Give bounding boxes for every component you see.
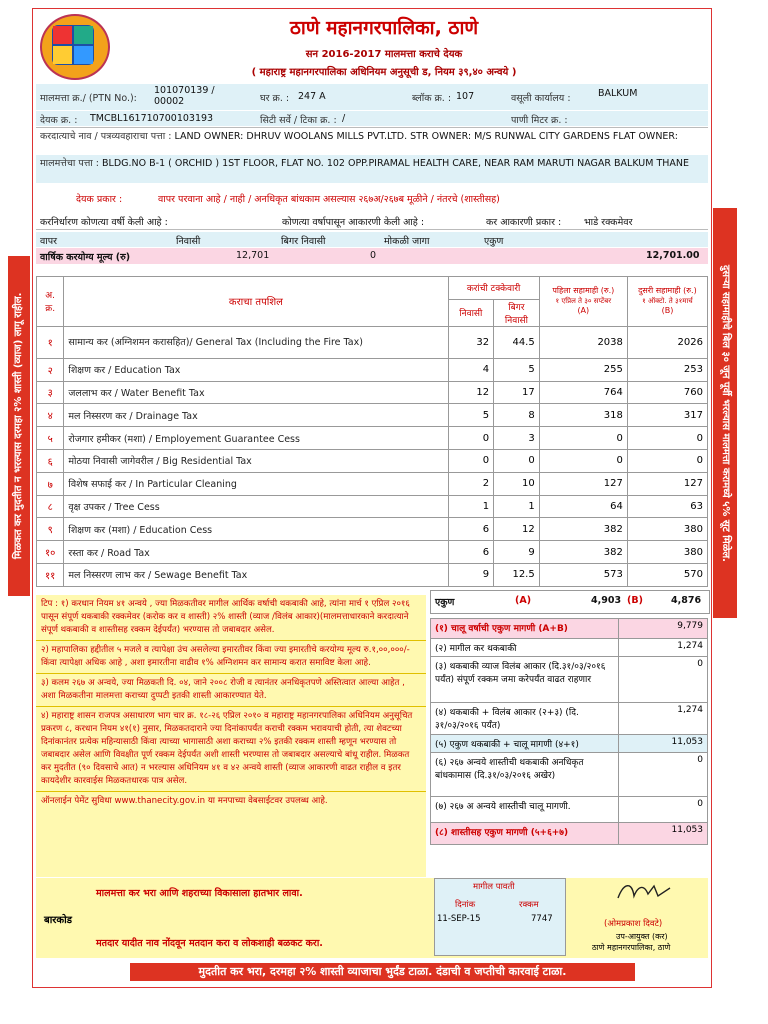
tax-cell-desc: मल निस्सरण लाभ कर / Sewage Benefit Tax (64, 563, 448, 586)
tax-cell-res: 2 (448, 472, 494, 495)
tax-cell-a: 318 (539, 404, 627, 427)
summary-label: (१) चालू वर्षाची एकुण मागणी (A+B) (431, 619, 619, 639)
tax-row (37, 449, 708, 472)
tax-cell-nonres: 3 (494, 427, 540, 450)
tax-cell-a: 573 (539, 563, 627, 586)
tax-row (37, 541, 708, 564)
summary-row (431, 753, 708, 797)
summary-row (431, 639, 708, 657)
tax-cell-b: 317 (627, 404, 707, 427)
previous-receipt-box: मागील पावती दिनांक रक्कम 11-SEP-15 7747 (434, 878, 566, 956)
late-payment-side-banner: मिळकत कर मुदतीत न भरल्यास दरमहा २% शास्ती (व्याज) लागू राहील. (8, 256, 30, 596)
property-address: BLDG.NO B-1 ( ORCHID ) 1ST FLOOR, FLAT NO. 102 OPP.PIRAMAL HEALTH CARE, NEAR RAM MARUTI NAGAR BALKUM THANE (102, 158, 690, 169)
bill-act-reference: ( महाराष्ट्र महानगरपालिका अधिनियम अनुसूची ड, नियम ३९,४० अन्वये ) (251, 67, 517, 78)
tax-cell-desc: रस्ता कर / Road Tax (64, 541, 448, 564)
tax-cell-a: 2038 (539, 326, 627, 358)
tax-cell-desc: शिक्षण कर (मशा) / Education Cess (64, 518, 448, 541)
barcode-label: बारकोड (44, 915, 73, 926)
tax-cell-res: 9 (448, 563, 494, 586)
summary-label: (८) शास्तीसह एकुण मागणी (५+६+७) (431, 823, 619, 845)
tax-cell-res: 0 (448, 449, 494, 472)
tax-cell-desc: जललाभ कर / Water Benefit Tax (64, 381, 448, 404)
tax-cell-nonres: 0 (494, 449, 540, 472)
note-5: ऑनलाईन पेमेंट सुविधा www.thanecity.gov.in या मनपाच्या वेबसाईटवर उपलब्ध आहे. (41, 796, 328, 806)
officer-signature (614, 878, 674, 906)
bill-notes (36, 595, 426, 877)
tax-cell-res: 6 (448, 518, 494, 541)
note-1: टिप : १) करधान नियम ४१ अन्वये , ज्या मिळकतीवर मागील आर्थिक वर्षाची थकबाकी आहे, त्यांना मार्च १ एप्रिल २०१६ पासून संपूर्ण थकबाकी रक्कमेवर (करोक कर व शास्ती) २% शास्ती (व्याज /विलंब आकार)(मालमत्ताधारकाने करदात्याने संपूर्ण थकबाकी व शास्तीसह रक्कम देईपर्यंत) भरण्यास तो जबाबदार असेल. (36, 595, 426, 641)
summary-label: (५) एकुण थकबाकी + चालू मागणी (४+१) (431, 735, 619, 753)
bill-number: TMCBL161710700103193 (90, 113, 214, 124)
tax-cell-a: 127 (539, 472, 627, 495)
tax-cell-res: 5 (448, 404, 494, 427)
summary-label: (३) थकबाकी व्याज विलंब आकार (दि.३१/०३/२०१६ पर्यंत) संपूर्ण रक्कम जमा करेपर्यंत वाढत राहणार (431, 657, 619, 703)
summary-label: (४) थकबाकी + विलंब आकार (२+३) (दि. ३१/०३/२०१६ पर्यंत) (431, 703, 619, 735)
tax-cell-res: 12 (448, 381, 494, 404)
bottom-band: मालमत्ता कर भरा आणि शहराच्या विकासाला हातभार लावा. बारकोड मतदार यादीत नाव नोंदवून मतदान करा व लोकशाही बळकट करा. मागील पावती दिनांक रक्कम 11-SEP-15 7747 (ओमप्रकाश दिवटे) उप-आयुक्त (कर) ठाणे महानगरपालिका, ठाणे (36, 878, 708, 958)
summary-row (431, 703, 708, 735)
tax-table-header: अ. क्र. कराचा तपशिल करांची टक्केवारी पहिला सहामाही (रु.) १ एप्रिल ते ३० सप्टेंबर (A) दुसरी सहामाही (रु.) १ ऑक्टो. ते ३१मार्च (B) (37, 277, 708, 300)
tax-cell-b: 760 (627, 381, 707, 404)
tax-cell-res: 6 (448, 541, 494, 564)
bill-type-row: देयक प्रकार : वापर परवाना आहे / नाही / अनधिकृत बांधकाम असल्यास २६७अ/२६७ब मूळीने / नंतरचे (शास्तीसह) (76, 194, 500, 205)
tax-cell-no: ३ (37, 381, 64, 404)
tax-cell-desc: विशेष सफाई कर / In Particular Cleaning (64, 472, 448, 495)
previous-receipt-amount: 7747 (531, 914, 553, 924)
tax-row (37, 495, 708, 518)
tax-cell-b: 253 (627, 358, 707, 381)
tax-cell-b: 2026 (627, 326, 707, 358)
owner-name: LAND OWNER: DHRUV WOOLANS MILLS PVT.LTD. STR OWNER: M/S RUNWAL CITY GARDENS FLAT OWNER: (174, 131, 678, 142)
summary-value: 0 (619, 657, 708, 703)
tax-cell-no: ५ (37, 427, 64, 450)
tax-row (37, 358, 708, 381)
summary-value: 9,779 (619, 619, 708, 639)
summary-label: (६) २६७ अन्वये शास्तीची थकबाकी अनधिकृत बांधकामास (दि.३१/०३/२०१६ अखेर) (431, 753, 619, 797)
tax-cell-a: 255 (539, 358, 627, 381)
summary-row (431, 823, 708, 845)
tax-row (37, 326, 708, 358)
tax-row (37, 404, 708, 427)
summary-value: 0 (619, 797, 708, 823)
demand-summary-table (430, 618, 708, 845)
tax-cell-res: 32 (448, 326, 494, 358)
tax-details-table: अ. क्र. कराचा तपशिल करांची टक्केवारी पहिला सहामाही (रु.) १ एप्रिल ते ३० सप्टेंबर (A) दुसरी सहामाही (रु.) १ ऑक्टो. ते ३१मार्च (B) निवासी बिगर निवासी १ सामान्य कर (अग्निशमन करासहित)/ General Tax (Including the Fire Tax) 32 44.5 2038 2026 २ शिक्षण कर / Education Tax 4 5 255 253 ३ जललाभ कर / Water Benefit Tax 12 17 764 760 ४ मल निस्सरण कर / Drainage Tax 5 8 318 317 ५ रोजगार हमीकर (मशा) / Employement Guarantee Cess 0 3 0 0 ६ मोठया निवासी जागेवरील / Big Residential Tax 0 0 0 0 ७ विशेष सफाई कर / In Particular Cleaning 2 10 127 127 ८ वृक्ष उपकर / Tree Cess 1 1 64 63 ९ शिक्षण कर (मशा) / Education Cess 6 12 382 380 १० रस्ता कर / Road Tax 6 9 382 380 ११ मल निस्सरण लाभ कर / Sewage Benefit Tax 9 12.5 573 570 (36, 276, 708, 587)
bill-type-value: वापर परवाना आहे / नाही / अनधिकृत बांधकाम असल्यास २६७अ/२६७ब मूळीने / नंतरचे (शास्तीसह) (158, 194, 500, 205)
annual-value-residential: 12,701 (236, 250, 270, 261)
tax-cell-no: ८ (37, 495, 64, 518)
tax-cell-no: ११ (37, 563, 64, 586)
summary-value: 11,053 (619, 735, 708, 753)
tax-cell-desc: वृक्ष उपकर / Tree Cess (64, 495, 448, 518)
summary-row (431, 657, 708, 703)
usage-header-row: वापर निवासी बिगर निवासी मोकळी जागा एकुण (36, 232, 708, 247)
tax-cell-no: ६ (37, 449, 64, 472)
tax-cell-b: 0 (627, 449, 707, 472)
tax-cell-b: 63 (627, 495, 707, 518)
summary-label: (२) मागील कर थकबाकी (431, 639, 619, 657)
info-row-ptn: मालमत्ता क्र./ (PTN No.): 101070139 / 00002 घर क्र. : 247 A ब्लॉक क्र. : 107 वसूली कार्यालय : BALKUM (36, 84, 708, 110)
tax-cell-no: २ (37, 358, 64, 381)
tax-cell-res: 1 (448, 495, 494, 518)
tax-cell-no: ७ (37, 472, 64, 495)
tax-cell-a: 382 (539, 518, 627, 541)
page-title: ठाणे महानगरपालिका, ठाणे (289, 17, 479, 39)
annual-value-row: वार्षिक करयोग्य मूल्य (रु) 12,701 0 12,701.00 (36, 248, 708, 264)
tax-cell-desc: मल निस्सरण कर / Drainage Tax (64, 404, 448, 427)
tax-cell-a: 64 (539, 495, 627, 518)
bill-subtitle: सन 2016-2017 मालमत्ता कराचे देयक (305, 49, 463, 60)
annual-value-total: 12,701.00 (646, 250, 700, 261)
tax-row (37, 563, 708, 586)
summary-row (431, 619, 708, 639)
tax-cell-a: 764 (539, 381, 627, 404)
tax-cell-nonres: 1 (494, 495, 540, 518)
ghar-value: 247 A (298, 91, 326, 102)
tax-cell-no: १० (37, 541, 64, 564)
total-second-half: 4,876 (671, 595, 702, 606)
tax-cell-res: 0 (448, 427, 494, 450)
tax-cell-b: 570 (627, 563, 707, 586)
tax-cell-b: 127 (627, 472, 707, 495)
summary-value: 0 (619, 753, 708, 797)
note-4: ४) महाराष्ट्र शासन राजपत्र असाधारण भाग चार क्र. १८-२६ एप्रिल २०१० व महाराष्ट्र महानगरपालिका अधिनियम अनुसूचित प्रकरण ८, करधान नियम ४१(१) नुसार, मिळकतदाराने ज्या दिनांकापर्यंत कराची रक्कम भरावयाची होती, त्या शेवटच्या दिनांकानंतर प्रत्येक महिन्यासाठी किंवा त्याच्या भागासाठी अशा कराच्या २% इतकी रक्कम शास्ती म्हणून भरण्यास तो जबाबदार असेल आणि विवक्षीत पूर्ण रक्कम देईपर्यंत अशी शास्ती भरण्यास तो जबाबदार असल्याचे बांधू राहील. मिळकत कर मुदतीत (९० दिवसाचे आत) न भरल्यास अधिनियम ४१ व ४२ अन्वये शास्ती (व्याज आकारणी वाढत राहील व इतर कायदेशीर कारवाईस मिळकतधारक पात्र असेल. (36, 707, 426, 792)
summary-value: 1,274 (619, 639, 708, 657)
tax-row (37, 427, 708, 450)
tax-row (37, 381, 708, 404)
info-row-address: मालमत्तेचा पत्ता : BLDG.NO B-1 ( ORCHID ) 1ST FLOOR, FLAT NO. 102 OPP.PIRAMAL HEALTH CARE, NEAR RAM MARUTI NAGAR BALKUM THANE (36, 155, 708, 183)
tax-row (37, 472, 708, 495)
note-3: ३) कलम २६७ अ अन्वये, ज्या मिळकती दि. ०४, जाने २००८ रोजी व त्यानंतर अनधिकृतपणे अस्तित्वात आल्या आहेत , अशा मिळकतीना मालमत्ता कराच्या दुप्पटी इतकी शास्ती आकारण्यात येते. (36, 674, 426, 707)
tax-cell-b: 380 (627, 541, 707, 564)
discount-side-banner: दुसऱ्या सहामाहीचे बिल ३० जून पूर्वी भरल्यास मालमत्ता करामध्ये ५% सूट मिळेल. (713, 208, 737, 618)
tax-cell-desc: शिक्षण कर / Education Tax (64, 358, 448, 381)
tax-cell-a: 0 (539, 427, 627, 450)
tax-cell-no: ४ (37, 404, 64, 427)
tax-cell-no: १ (37, 326, 64, 358)
tax-cell-b: 380 (627, 518, 707, 541)
tax-cell-nonres: 10 (494, 472, 540, 495)
footer-warning-banner: मुदतीत कर भरा, दरमहा २% शास्ती व्याजाचा भुर्दंड टाळा. दंडाची व जप्तीची कारवाई टाळा. (130, 963, 635, 981)
info-row-bill: देयक क्र. : TMCBL161710700103193 सिटी सर्वे / टिका क्र. : / पाणी मिटर क्र. : (36, 111, 708, 126)
tax-cell-desc: सामान्य कर (अग्निशमन करासहित)/ General Tax (Including the Fire Tax) (64, 326, 448, 358)
assessment-row: करनिर्धारण कोणत्या वर्षी केली आहे : कोणत्या वर्षापासून आकारणी केली आहे : कर आकारणी प्रकार : भाडे रक्कमेवर (36, 213, 708, 230)
total-first-half: 4,903 (591, 595, 622, 606)
note-2: २) महापालिका हद्दीतील ५ मजले व त्यापेक्षा उंच असलेल्या इमारतीवर किंवा ज्या इमारतीचे करयोग्य मूल्य रु.१,००,०००/- किंवा त्यापेक्षा अधिक आहे , अशा इमारतीना वाढीव १% अग्निशमन कर सामान्य करात समाविष्ट केला आहे. (36, 641, 426, 674)
tax-cell-desc: रोजगार हमीकर (मशा) / Employement Guarantee Cess (64, 427, 448, 450)
tax-cell-nonres: 9 (494, 541, 540, 564)
tax-cell-desc: मोठया निवासी जागेवरील / Big Residential Tax (64, 449, 448, 472)
tax-cell-a: 0 (539, 449, 627, 472)
tax-cell-nonres: 17 (494, 381, 540, 404)
info-row-owner: करदात्याचे नाव / पत्रव्यवहाराचा पत्ता : LAND OWNER: DHRUV WOOLANS MILLS PVT.LTD. STR OWNER: M/S RUNWAL CITY GARDENS FLAT OWNER: (36, 127, 708, 155)
tax-cell-nonres: 44.5 (494, 326, 540, 358)
tax-cell-b: 0 (627, 427, 707, 450)
summary-row (431, 797, 708, 823)
tax-row (37, 518, 708, 541)
previous-receipt-date: 11-SEP-15 (437, 914, 481, 924)
summary-value: 1,274 (619, 703, 708, 735)
summary-value: 11,053 (619, 823, 708, 845)
tax-cell-nonres: 12 (494, 518, 540, 541)
office-value: BALKUM (598, 88, 638, 99)
tax-cell-a: 382 (539, 541, 627, 564)
tax-cell-nonres: 8 (494, 404, 540, 427)
summary-label: (७) २६७ अ अन्वये शास्तीची चालू मागणी. (431, 797, 619, 823)
ptn-value: 101070139 / (154, 85, 215, 96)
tax-total-row: एकुण (A) 4,903 (B) 4,876 (430, 590, 710, 614)
tax-cell-no: ९ (37, 518, 64, 541)
block-value: 107 (456, 91, 475, 102)
summary-row (431, 735, 708, 753)
tax-cell-nonres: 12.5 (494, 563, 540, 586)
tax-cell-res: 4 (448, 358, 494, 381)
tax-cell-nonres: 5 (494, 358, 540, 381)
